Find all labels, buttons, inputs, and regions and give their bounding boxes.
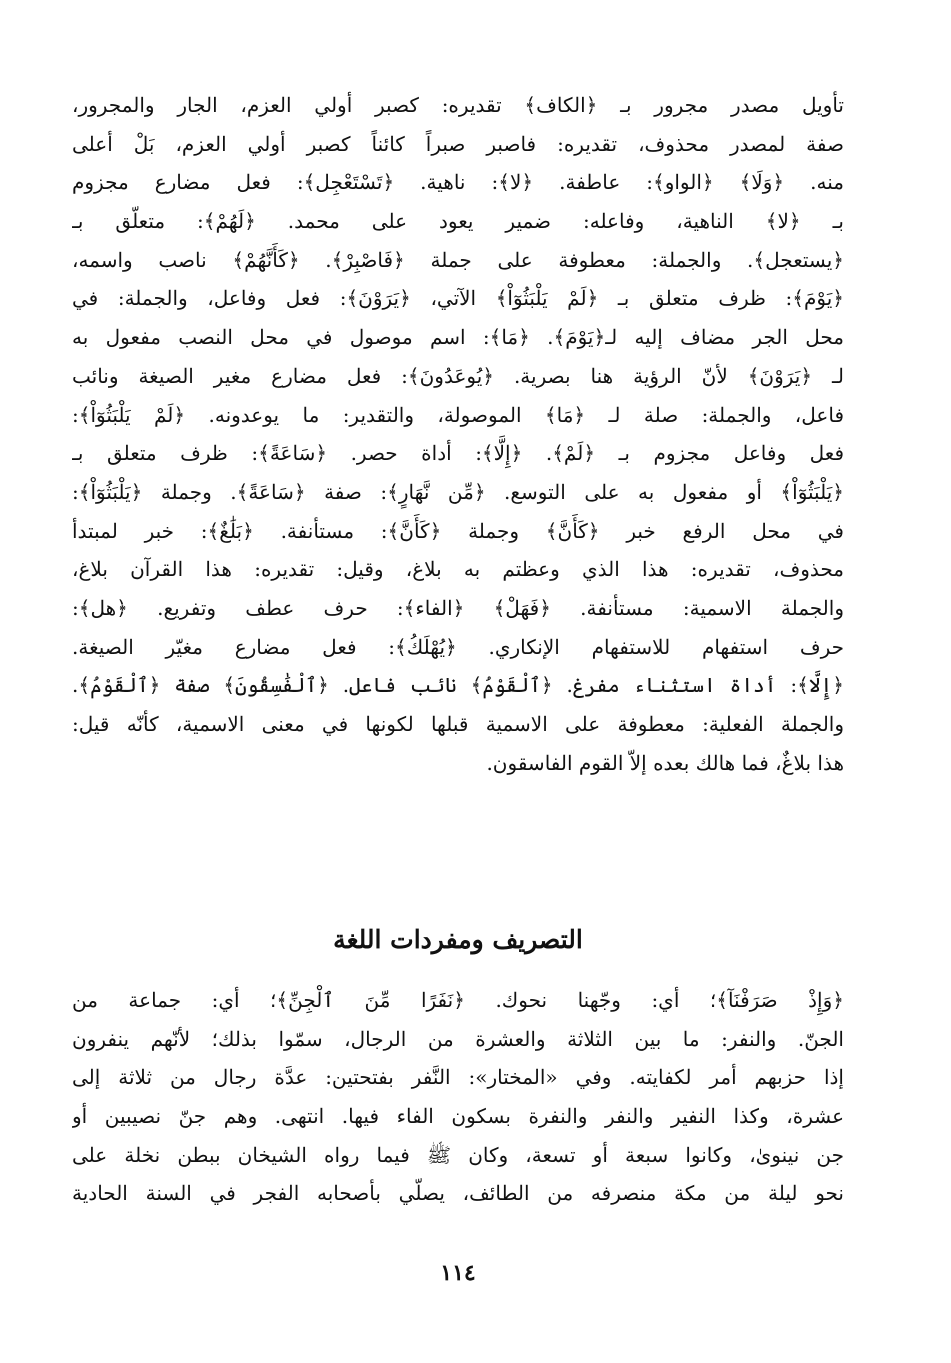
text-line: جن نينوىٰ، وكانوا سبعة أو تسعة، وكان ﷺ فيما رواه الشيخان ببطن نخلة على <box>72 1142 844 1167</box>
section-heading: التصريف ومفردات اللغة <box>333 925 583 954</box>
text-line: صفة لمصدر محذوف، تقديره: فاصبر صبراً كائناً كصبر أولي العزم، بَلْ أعلى <box>72 131 844 156</box>
vocabulary-paragraph <box>72 981 844 1213</box>
text-line: محل الجر مضاف إليه لـ﴿يَوْمَ﴾. ﴿مَا﴾: اسم موصول في محل النصب مفعول به <box>72 325 844 350</box>
text-line: محذوف، تقديره: هذا الذي وعظتم به بلاغ، وقيل: تقديره: هذا القرآن بلاغ، <box>72 557 844 582</box>
text-line: إذا حزبهم أمر لكفايته. وفي «المختار»: النَّفر بفتحتين: عدَّة رجال من ثلاثة إلى <box>72 1065 844 1090</box>
text-line: ﴿يَلْبَثُوٓاْ﴾ أو مفعول به على التوسع. ﴿مِّن نَّهَارٍ﴾: صفة ﴿سَاعَةً﴾. وجملة ﴿يَلْبَثُوٓاْ﴾: <box>72 479 844 504</box>
text-line: الجنّ. والنفر: ما بين الثلاثة والعشرة من الرجال، سمّوا بذلك؛ لأنّهم ينفرون <box>72 1026 844 1051</box>
text-line: هذا بلاغٌ، فما هالك بعده إلاّ القوم الفاسقون. <box>486 750 844 775</box>
text-line: لـ ﴿يَرَوْنَ﴾ لأنّ الرؤية هنا بصرية. ﴿يُوعَدُونَ﴾: فعل مضارع مغير الصيغة ونائب <box>72 363 844 388</box>
text-line: والجملة الاسمية: مستأنفة. ﴿فَهَلْ﴾ ﴿الفاء﴾: حرف عطف وتفريع. ﴿هل﴾: <box>72 595 844 620</box>
text-line: بـ ﴿لا﴾ الناهية، وفاعله: ضمير يعود على محمد. ﴿لَهُمْ﴾: متعلّق بـ <box>72 209 844 234</box>
text-line: منه. ﴿وَلَا﴾ ﴿الواو﴾: عاطفة. ﴿لا﴾: ناهية. ﴿تَسْتَعْجِل﴾: فعل مضارع مجزوم <box>72 170 844 195</box>
text-line: فعل وفاعل مجزوم بـ ﴿لَمْ﴾. ﴿إِلَّا﴾: أداة حصر. ﴿سَاعَةً﴾: ظرف متعلق بـ <box>72 441 844 466</box>
text-line: ﴿يستعجل﴾. والجملة: معطوفة على جملة ﴿فَاصْبِرْ﴾. ﴿كَأَنَّهُمْ﴾ ناصب واسمه، <box>72 247 844 272</box>
page-number: ١١٤ <box>440 1260 476 1286</box>
text-line: تأويل مصدر مجرور بـ ﴿الكاف﴾ تقديره: كصبر أولي العزم، الجار والمجرور، <box>72 93 844 117</box>
text-line: نحو ليلة من مكة منصرفه من الطائف، يصلّي بأصحابه الفجر في السنة الحادية <box>72 1181 844 1206</box>
commentary-paragraph <box>72 86 844 782</box>
text-line: في محل الرفع خبر ﴿كَأَنَّ﴾ وجملة ﴿كَأَنَّ﴾: مستأنفة. ﴿بَلَٰغٌ﴾: خبر لمبتدأ <box>72 518 844 543</box>
text-line: والجملة الفعلية: معطوفة على الاسمية قبلها لكونها في معنى الاسمية، كأنّه قيل: <box>72 712 844 736</box>
text-line: فاعل، والجملة: صلة لـ ﴿مَا﴾ الموصولة، والتقدير: ما يوعدونه. ﴿لَمْ يَلْبَثُوٓاْ﴾: <box>72 402 844 427</box>
text-line: حرف استفهام للاستفهام الإنكاري. ﴿يُهْلَكُ﴾: فعل مضارع مغيّر الصيغة. <box>72 634 844 659</box>
text-line: عشرة، وكذا النفير والنفر والنفرة بسكون الفاء فيها. انتهى. وهم جنّ نصيبين أو <box>72 1104 844 1129</box>
text-line: ﴿يَوْمَ﴾: ظرف متعلق بـ ﴿لَمْ يَلْبَثُوٓاْ﴾ الآتي، ﴿يَرَوْنَ﴾: فعل وفاعل، والجملة: في <box>72 286 844 311</box>
text-line: ﴿وَإِذْ صَرَفْنَآ﴾؛ أي: وجّهنا نحوك. ﴿نَفَرًا مِّنَ ٱلْجِنِّ﴾؛ أي: جماعة من <box>72 988 844 1012</box>
text-line: ﴿إِلَّا﴾: أداة استثناء مفرغ. ﴿ٱلْقَوْمُ﴾ نائب فاعل. ﴿ٱلْفَٰسِقُونَ﴾ صفة ﴿ٱلْقَوْمُ﴾. <box>72 673 844 698</box>
